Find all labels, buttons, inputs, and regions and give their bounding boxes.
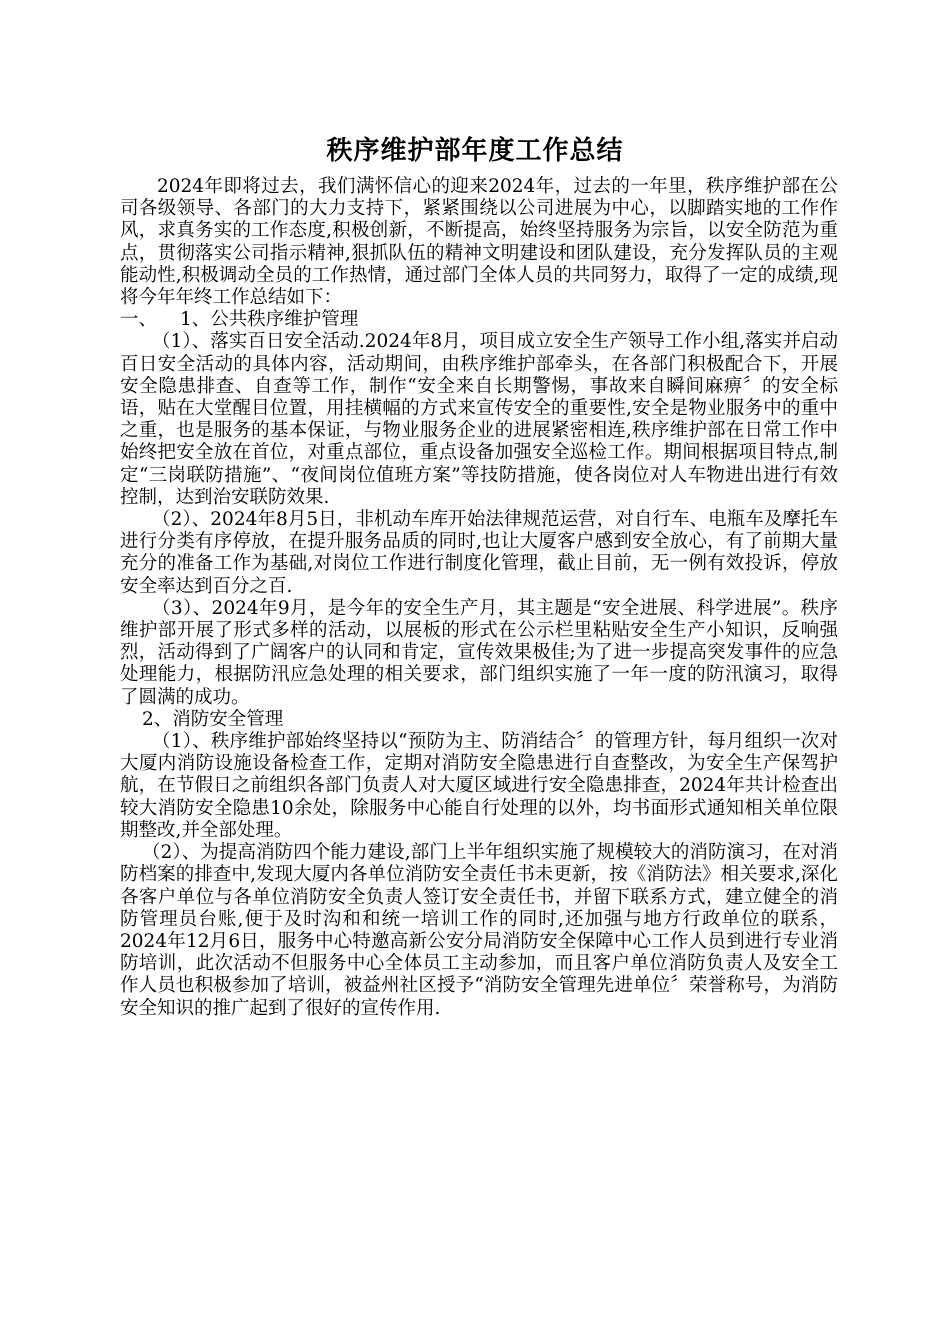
section-2-paragraph-1: （1）、秩序维护部始终坚持以“预防为主、防消结合〞的管理方针，每月组织一次对大厦内消防设施设备检查工作，定期对消防安全隐患进行自查整改，为安全生产保驾护航，在节假日之前组织各部门负责人对大厦区域进行安全隐患排查，2024年共计检查出较大消防安全隐患10余处，除服务中心能自行处理的以外，均书面形式通知相关单位限期整改,并全部处理。 xyxy=(120,731,838,841)
section-1-title: 1、公共秩序维护管理 xyxy=(180,309,359,331)
section-1-heading xyxy=(120,309,838,331)
section-1-paragraph-2: （2）、2024年8月5日，非机动车库开始法律规范运营，对自行车、电瓶车及摩托车进行分类有序停放，在提升服务品质的同时,也让大厦客户感到安全放心，有了前期大量充分的准备工作为基础,对岗位工作进行制度化管理，截止目前，无一例有效投诉，停放安全率达到百分之百. xyxy=(120,509,838,597)
document-title: 秩序维护部年度工作总结 xyxy=(326,136,624,166)
section-1-paragraph-3: （3）、2024年9月，是今年的安全生产月，其主题是“安全进展、科学进展”。秩序维护部开展了形式多样的活动，以展板的形式在公示栏里粘贴安全生产小知识，反响强烈，活动得到了广阔客户的认同和肯定，宣传效果极佳;为了进一步提高突发事件的应急处理能力，根据防汛应急处理的相关要求，部门组织实施了一年一度的防汛演习，取得了圆满的成功。 xyxy=(120,597,838,708)
section-1-number: 一、 xyxy=(120,309,158,331)
intro-paragraph: 2024年即将过去，我们满怀信心的迎来2024年，过去的一年里，秩序维护部在公司各级领导、各部门的大力支持下，紧紧围绕以公司进展为中心，以脚踏实地的工作作风，求真务实的工作态度,积极创新，不断提高，始终坚持服务为宗旨，以安全防范为重点，贯彻落实公司指示精神,狠抓队伍的精神文明建设和团队建设，充分发挥队员的主观能动性,积极调动全员的工作热情，通过部门全体人员的共同努力，取得了一定的成绩,现将今年年终工作总结如下： xyxy=(120,176,838,309)
document-body xyxy=(120,176,838,1020)
section-2-paragraph-2: （2）、为提高消防四个能力建设,部门上半年组织实施了规模较大的消防演习，在对消防档案的排查中,发现大厦内各单位消防安全责任书未更新，按《消防法》相关要求,深化各客户单位与各单位消防安全负责人签订安全责任书，并留下联系方式，建立健全的消防管理员台账,便于及时沟和和统一培训工作的同时,还加强与地方行政单位的联系，2024年12月6日，服务中心特邀高新公安分局消防安全保障中心工作人员到进行专业消防培训，此次活动不但服务中心全体员工主动参加，而且客户单位消防负责人及安全工作人员也积极参加了培训，被益州社区授予“消防安全管理先进单位〞荣誉称号，为消防安全知识的推广起到了很好的宣传作用. xyxy=(120,842,838,1019)
section-2-heading: 2、消防安全管理 xyxy=(142,708,284,730)
section-1-paragraph-1: （1）、落实百日安全活动.2024年8月，项目成立安全生产领导工作小组,落实并启动百日安全活动的具体内容，活动期间，由秩序维护部牵头，在各部门积极配合下，开展安全隐患排查、自查等工作，制作“安全来自长期警惕，事故来自瞬间麻痹〞的安全标语，贴在大堂醒目位置，用挂横幅的方式来宣传安全的重要性,安全是物业服务中的重中之重，也是服务的基本保证，与物业服务企业的进展紧密相连,秩序维护部在日常工作中始终把安全放在首位，对重点部位，重点设备加强安全巡检工作。期间根据项目特点,制定“三岗联防措施”、“夜间岗位值班方案”等技防措施，使各岗位对人车物进出进行有效控制，达到治安联防效果. xyxy=(120,331,838,508)
